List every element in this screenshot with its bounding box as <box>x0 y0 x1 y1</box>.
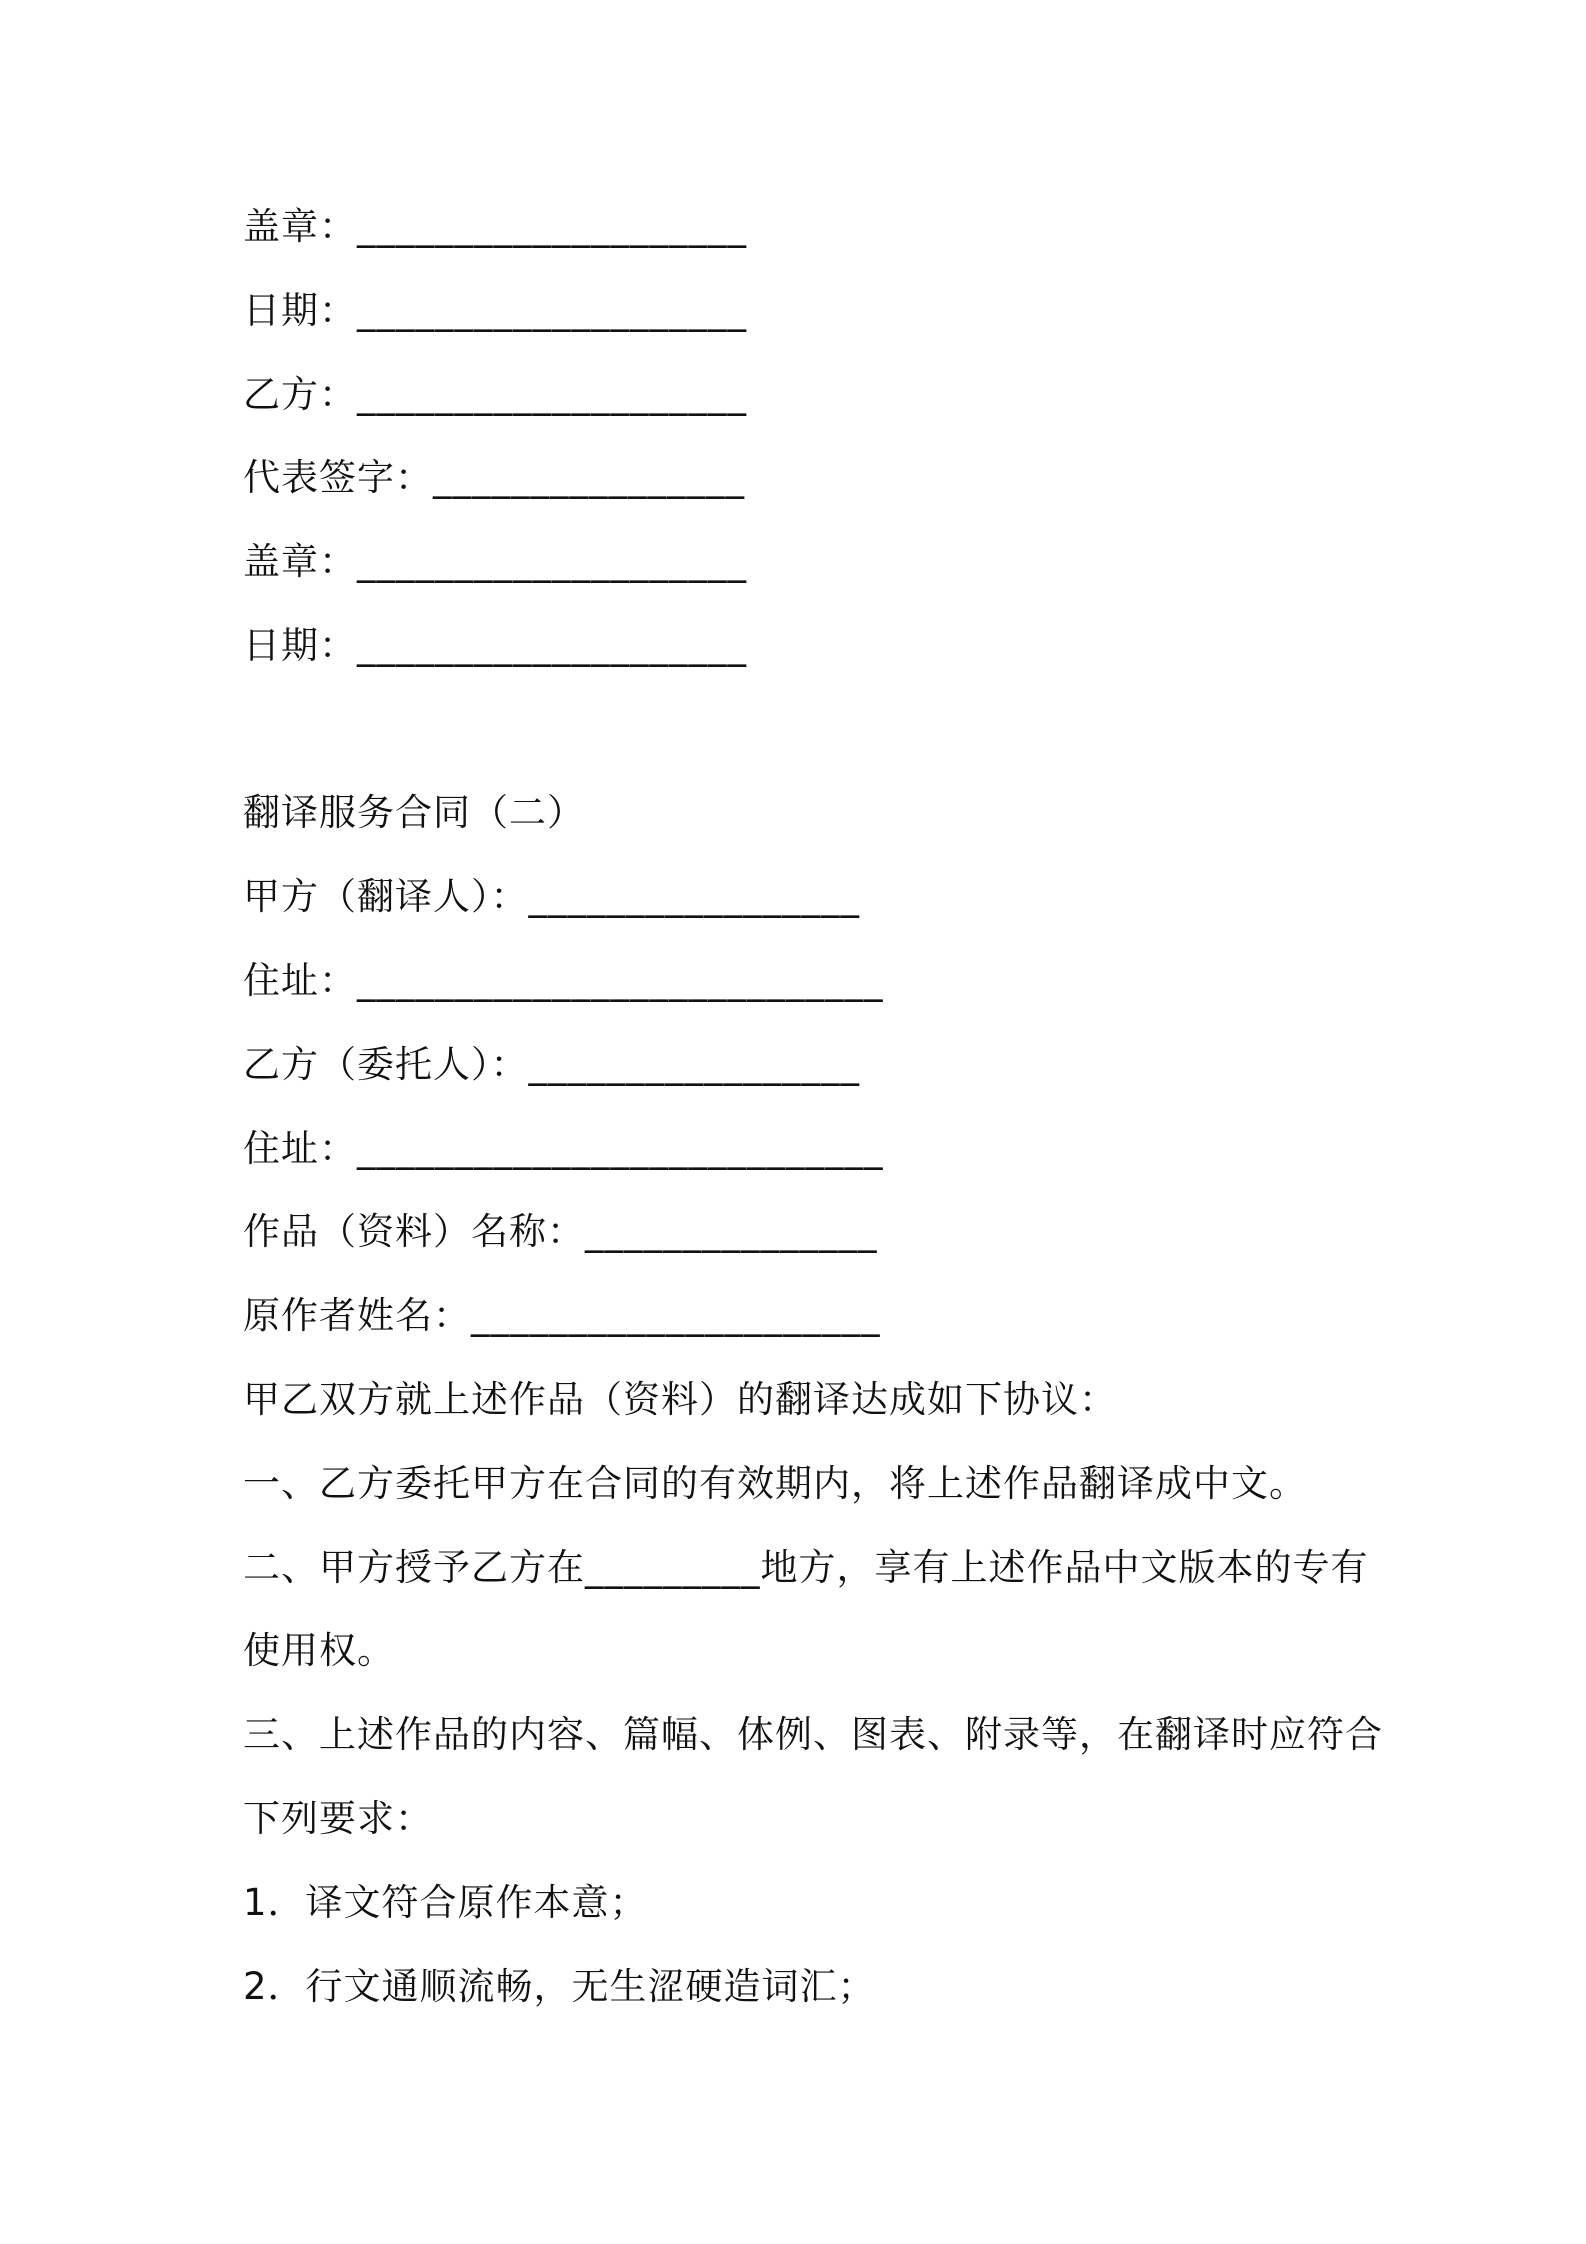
party-b-client-line: 乙方（委托人）：_________________ <box>243 1043 860 1086</box>
clause-1: 一、乙方委托甲方在合同的有效期内，将上述作品翻译成中文。 <box>243 1462 1307 1505</box>
party-b-date-line: 日期：____________________ <box>243 624 747 667</box>
party-b-address-line: 住址：___________________________ <box>243 1127 884 1170</box>
clause-2-line-1: 二、甲方授予乙方在_________地方，享有上述作品中文版本的专有 <box>243 1546 1369 1589</box>
party-a-translator-line: 甲方（翻译人）：_________________ <box>243 875 860 918</box>
party-a-seal-line: 盖章：____________________ <box>243 205 747 248</box>
clause-3-line-2: 下列要求： <box>243 1797 433 1840</box>
party-a-address-line: 住址：___________________________ <box>243 959 884 1002</box>
original-author-line: 原作者姓名：_____________________ <box>243 1294 881 1337</box>
requirement-1: 1．译文符合原作本意； <box>243 1881 648 1924</box>
party-b-seal-line: 盖章：____________________ <box>243 540 747 583</box>
contract-title: 翻译服务合同（二） <box>243 791 585 834</box>
party-b-line: 乙方：____________________ <box>243 373 747 416</box>
party-a-date-line: 日期：____________________ <box>243 289 747 332</box>
work-name-line: 作品（资料）名称：_______________ <box>243 1210 878 1253</box>
requirement-2: 2．行文通顺流畅，无生涩硬造词汇； <box>243 1965 876 2008</box>
clause-3-line-1: 三、上述作品的内容、篇幅、体例、图表、附录等，在翻译时应符合 <box>243 1713 1383 1756</box>
clause-2-line-2: 使用权。 <box>243 1629 395 1672</box>
party-b-rep-sign-line: 代表签字：________________ <box>243 456 745 499</box>
agreement-intro: 甲乙双方就上述作品（资料）的翻译达成如下协议： <box>243 1378 1117 1421</box>
